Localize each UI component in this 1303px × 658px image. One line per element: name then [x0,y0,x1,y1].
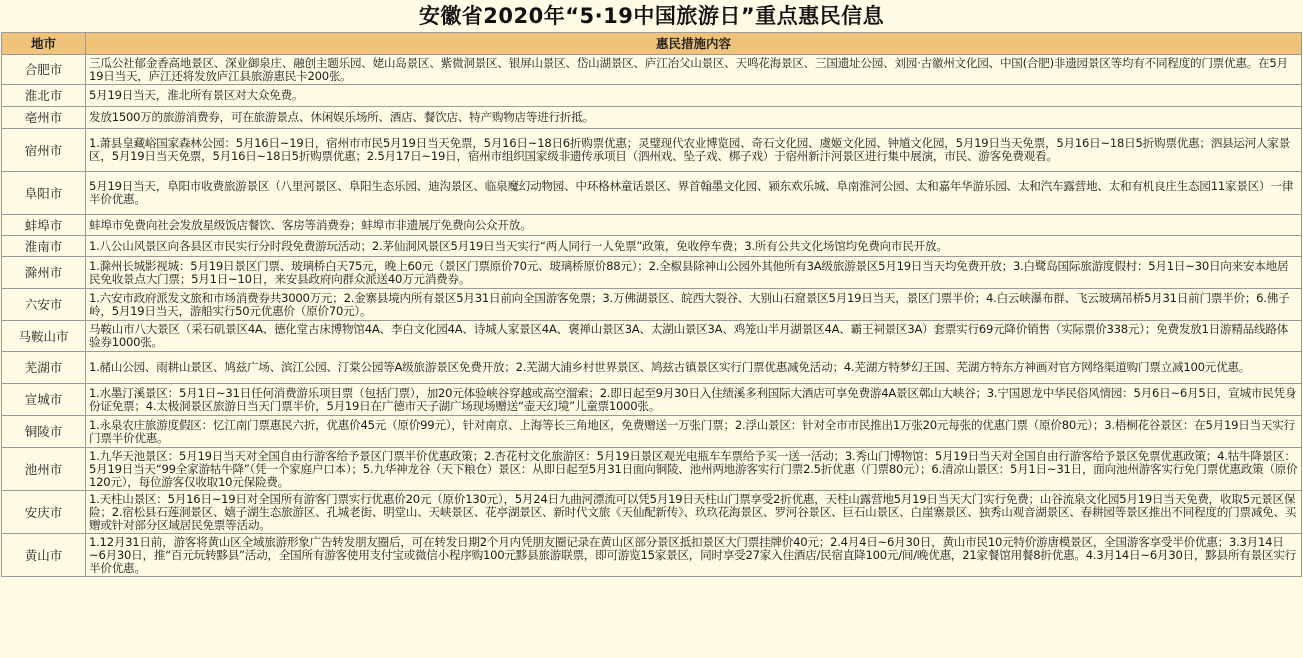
table-row [2,534,1302,577]
benefits-table [1,32,1302,577]
content-cell: 发放1500万的旅游消费券，可在旅游景点、休闲娱乐场所、酒店、餐饮店、特产购物店等进行折抵。 [86,107,1302,129]
table-row [2,257,1302,289]
content-cell: 5月19日当天，阜阳市收费旅游景区（八里河景区、阜阳生态乐园、迪沟景区、临泉魔幻动物园、中环格林童话景区、界首翰墨文化园、颍东欢乐城、阜南淮河公园、太和嘉年华游乐园、太和汽车露营地、太和有机良庄生态园11家景区）一律半价优惠。 [86,172,1302,215]
table-row [2,416,1302,448]
table-row [2,107,1302,129]
city-cell: 安庆市 [2,491,86,534]
table-row [2,289,1302,321]
city-cell: 阜阳市 [2,172,86,215]
header-content: 惠民措施内容 [86,33,1302,55]
content-cell: 马鞍山市八大景区（采石矶景区4A、德化堂古床博物馆4A、李白文化园4A、诗城人家景区4A、褒禅山景区3A、太湖山景区3A、鸡笼山半月湖景区4A、霸王祠景区3A）套票实行69元降价销售（实际票价338元）；免费发放1日游精品线路体验券1000张。 [86,321,1302,352]
content-cell: 1.赭山公园、雨耕山景区、鸠兹广场、滨江公园、汀棠公园等A级旅游景区免费开放；2.芜湖大浦乡村世界景区、鸠兹古镇景区实行门票优惠减免活动；4.芜湖方特梦幻王国、芜湖方特东方神画对官方网络渠道购门票立减100元优惠。 [86,352,1302,384]
table-row [2,129,1302,172]
content-cell: 蚌埠市免费向社会发放星级饭店餐饮、客房等消费券；蚌埠市非遗展厅免费向公众开放。 [86,215,1302,236]
table-row [2,85,1302,107]
city-cell: 亳州市 [2,107,86,129]
table-row [2,236,1302,257]
content-cell: 1.永泉农庄旅游度假区：忆江南门票惠民六折，优惠价45元（原价99元），针对南京、上海等长三角地区，免费赠送一万张门票；2.浮山景区：针对全市市民推出1万张20元每张的优惠门票（原价80元）；3.梧桐花谷景区：在5月19日当天实行门票半价优惠。 [86,416,1302,448]
table-body [2,55,1302,577]
table-row [2,448,1302,491]
content-cell: 三瓜公社郁金香高地景区、深业御泉庄、融创主题乐园、姥山岛景区、紫微洞景区、银屏山景区、岱山湖景区、庐江冶父山景区、天鸣花海景区、三国遗址公园、刘园·古徽州文化园、中国(合肥)非遗园景区等均有不同程度的门票优惠。在5月19日当天，庐江还将发放庐江县旅游惠民卡200张。 [86,55,1302,85]
table-header-row [2,33,1302,55]
table-row [2,55,1302,85]
city-cell: 马鞍山市 [2,321,86,352]
content-cell: 1.水墨汀溪景区：5月1日~31日任何消费游乐项目票（包括门票），加20元体验峡谷穿越或高空溜索；2.即日起至9月30日入住绩溪多利国际大酒店可享免费游4A景区鄣山大峡谷；3.宁国恩龙中华民俗风情园：5月6日~6月5日，宣城市民凭身份证免票；4.太极洞景区旅游日当天门票半价，5月19日在广德市天子湖广场现场赠送“壶天幻境”儿童票1000张。 [86,384,1302,416]
city-cell: 淮南市 [2,236,86,257]
table-row [2,172,1302,215]
city-cell: 滁州市 [2,257,86,289]
content-cell: 1.12月31日前，游客将黄山区全域旅游形象广告转发朋友圈后，可在转发日期2个月内凭朋友圈记录在黄山区部分景区抵扣景区大门票挂牌价40元；2.4月4日~6月30日，黄山市民10元特价游唐模景区，全国游客享受半价优惠；3.3月14日~6月30日，推“百元玩转黟县”活动，全国所有游客使用支付宝或微信小程序购100元黟县旅游联票，即可游览15家景区，同时享受27家入住酒店/民宿直降100元/间/晚优惠，21家餐馆用餐8折优惠。4.3月14日~6月30日，黟县所有景区实行半价优惠。 [86,534,1302,577]
content-cell: 1.六安市政府派发文旅和市场消费券共3000万元；2.金寨县境内所有景区5月31日前向全国游客免票；3.万佛湖景区、皖西大裂谷、大别山石窟景区5月19日当天，景区门票半价；4.白云峡瀑布群、飞云玻璃吊桥5月31日前门票半价；6.佛子岭，5月19日当天，游船实行50元优惠价（原价70元）。 [86,289,1302,321]
table-row [2,491,1302,534]
page-title: 安徽省2020年“5·19中国旅游日”重点惠民信息 [418,4,885,28]
city-cell: 蚌埠市 [2,215,86,236]
city-cell: 芜湖市 [2,352,86,384]
city-cell: 黄山市 [2,534,86,577]
city-cell: 池州市 [2,448,86,491]
header-city: 地市 [2,33,86,55]
content-cell: 1.八公山风景区向各县区市民实行分时段免费游玩活动；2.茅仙洞风景区5月19日当天实行“两人同行一人免票”政策，免收停车费；3.所有公共文化场馆均免费向市民开放。 [86,236,1302,257]
content-cell: 1.萧县皇藏峪国家森林公园：5月16日~19日，宿州市市民5月19日当天免票，5月16日~18日6折购票优惠；灵璧现代农业博览园、奇石文化园、虞姬文化园、钟馗文化园，5月19日当天免票，5月16日~18日5折购票优惠；泗县运河人家景区，5月19日当天免票，5月16日~18日5折购票优惠；2.5月17日~19日，宿州市组织国家级非遗传承项目（泗州戏、坠子戏、梆子戏）于宿州新汴河景区进行集中展演，市民、游客免费观看。 [86,129,1302,172]
content-cell: 1.天柱山景区：5月16日~19日对全国所有游客门票实行优惠价20元（原价130元），5月24日九曲河漂流可以凭5月19日天柱山门票享受2折优惠，天柱山露营地5月19日当天大门实行免费；山谷流泉文化园5月19日当天免费，收取5元景区保险；2.宿松县石莲洞景区、嬉子湖生态旅游区、孔城老街、明堂山、天峡景区、花亭湖景区、新时代文旅《天仙配新传》、玖玖花海景区、罗河谷景区、巨石山景区、白崖寨景区、独秀山观音湖景区、春耕园等景区推出不同程度的门票减免、买赠或针对部分区域居民免票等活动。 [86,491,1302,534]
table-row [2,384,1302,416]
city-cell: 宣城市 [2,384,86,416]
content-cell: 1.滁州长城影视城：5月19日景区门票、玻璃桥白天75元，晚上60元（景区门票原价70元、玻璃桥原价88元）；2.全椒县除神山公园外其他所有3A级旅游景区5月19日当天均免费开放；3.白鹭岛国际旅游度假村：5月1日~30日向来安本地居民免收景点大门票；5月1日~10日，来安县政府向群众派送40万元消费券。 [86,257,1302,289]
city-cell: 宿州市 [2,129,86,172]
table-row [2,352,1302,384]
city-cell: 铜陵市 [2,416,86,448]
city-cell: 合肥市 [2,55,86,85]
city-cell: 淮北市 [2,85,86,107]
content-cell: 1.九华天池景区：5月19日当天对全国自由行游客给予景区门票半价优惠政策；2.杏花村文化旅游区：5月19日景区观光电瓶车车票给予买一送一活动；3.秀山门博物馆：5月19日当天对全国自由行游客给予景区免票优惠政策；4.牯牛降景区：5月19日当天“99全家游牯牛降”（凭一个家庭户口本）；5.九华神龙谷（天下粮仓）景区：从即日起至5月31日面向铜陵、池州两地游客实行门票2.5折优惠（门票80元）；6.清凉山景区：5月1日~31日，面向池州游客实行免门票优惠政策（原价120元），每位游客仅收取10元保险费。 [86,448,1302,491]
city-cell: 六安市 [2,289,86,321]
table-row [2,215,1302,236]
table-row [2,321,1302,352]
content-cell: 5月19日当天，淮北所有景区对大众免费。 [86,85,1302,107]
